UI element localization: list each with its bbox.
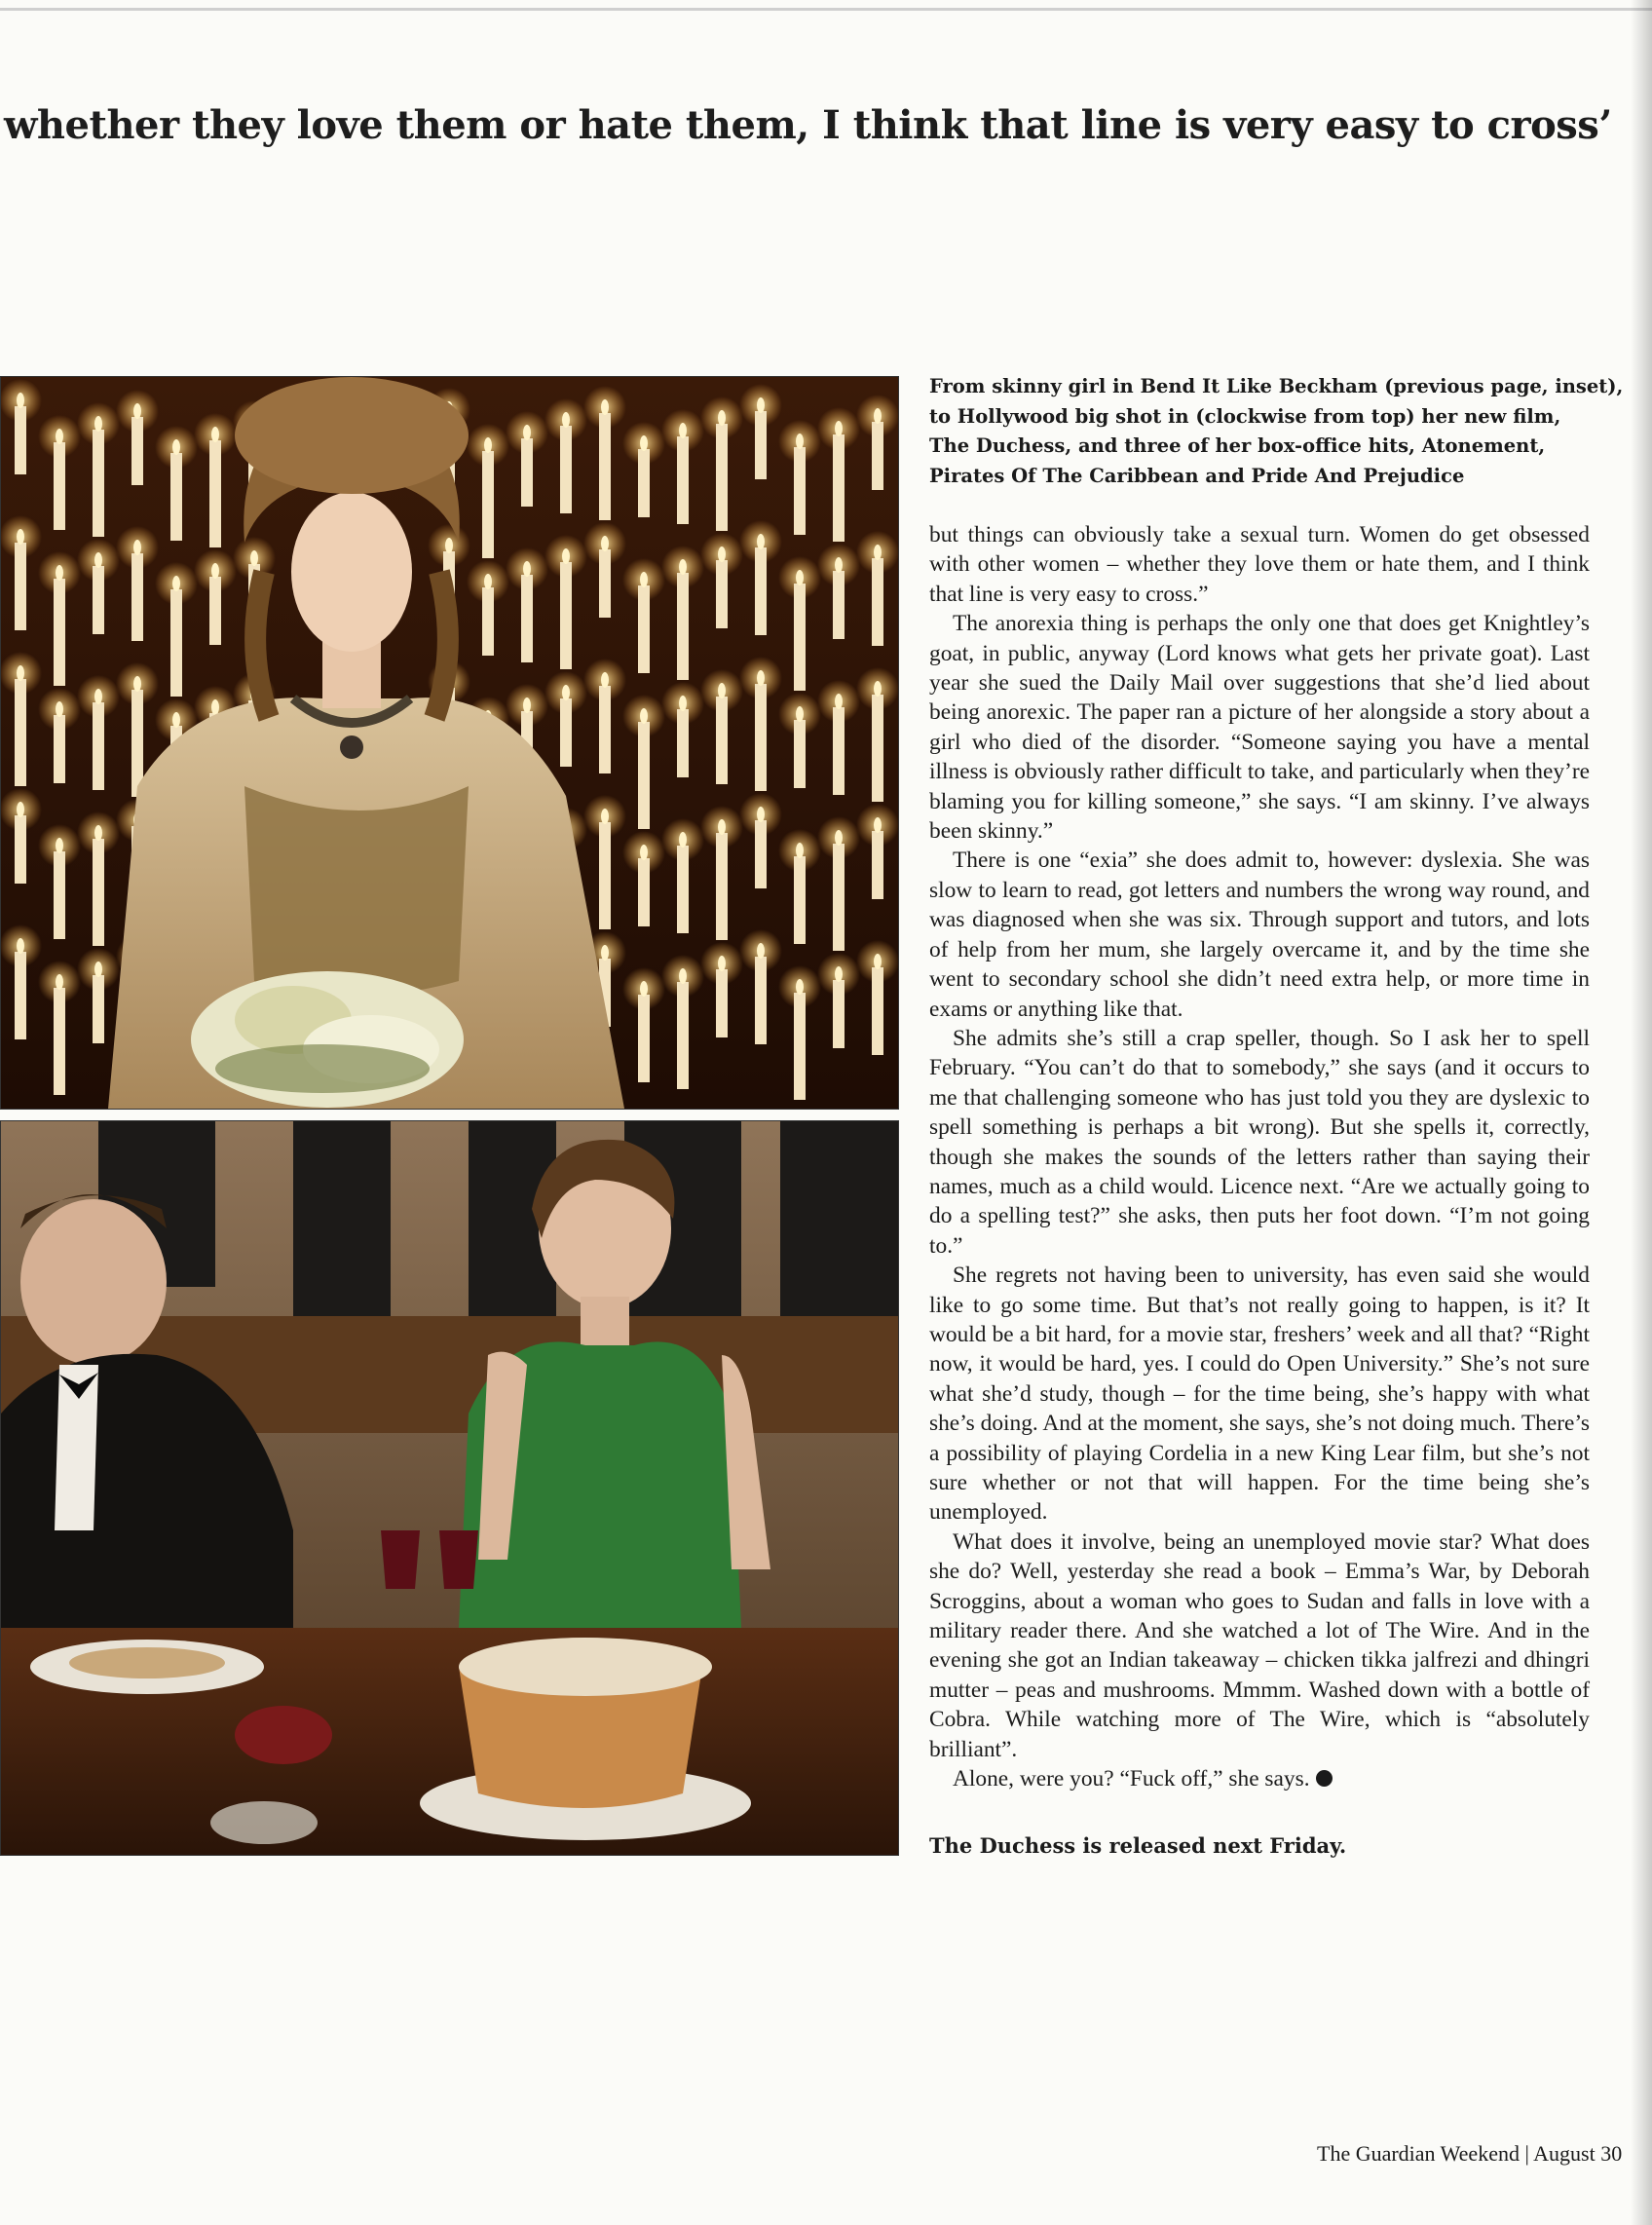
duchess-illustration (1, 377, 898, 1109)
article-paragraph: What does it involve, being an unemployed movie star? What does she do? Well, yesterday she read a book – Emma’s War, by Deborah Scroggins, about a woman who goes to Sudan and falls in love with a military reader there. And she watched a lot of The Wire. And in the evening she got an Indian takeaway – chicken tikka jalfrezi and dhingri mutter – peas and mushrooms. Mmmm. Washed down with a bottle of Cobra. While watching more of The Wire, which is “absolutely brilliant”. (929, 1528, 1590, 1762)
article-last-paragraph (929, 1764, 1590, 1793)
photo-the-duchess (0, 376, 899, 1110)
photo-caption (929, 372, 1624, 491)
article-body (929, 520, 1590, 1793)
article-paragraph: The anorexia thing is perhaps the only one that does get Knightley’s goat, in public, anyway (Lord knows what gets her private goat). Last year she sued the Daily Mail over suggestions that she’d lied about being anorexic. The paper ran a picture of her alongside a story about a girl who died of the disorder. “Someone saying you have a mental illness is obviously rather difficult to take, and particularly when they’re blaming you for killing someone,” she says. “I am skinny. I’ve always been skinny.” (929, 611, 1590, 845)
caption-line: The Duchess, and three of her box-office hits, Atonement, (929, 434, 1546, 458)
article-paragraph: She admits she’s still a crap speller, though. So I ask her to spell February. “You can’t do that to somebody,” she says (and it occurs to me that challenging someone who has just told you they are dyslexic to spell something is perhaps a bit wrong). But she spells it, correctly, though she makes the sounds of the letters rather than saying their names, much as a child would. Licence next. “Are we actually going to do a spelling test?” she asks, then puts her foot down. “I’m not going to.” (929, 1025, 1590, 1259)
caption-line: From skinny girl in Bend It Like Beckham (previous page, inset), (929, 375, 1624, 397)
atonement-illustration (1, 1121, 898, 1855)
last-paragraph-text: Alone, were you? “Fuck off,” she says. (953, 1766, 1310, 1792)
page-edge-shadow (1631, 0, 1652, 2225)
article-paragraph: She regrets not having been to university, has even said she would like to go some time. But that’s not really going to happen, is it? It would be a bit hard, for a movie star, freshers’ week and all that? “Right now, it would be hard, yes. I could do Open University.” She’s not sure what she’d study, though – for the time being, she’s happy with what she’s doing. And at the moment, she says, she’s not doing much. There’s a possibility of playing Cordelia in a new King Lear film, but she’s not sure whether or not that will happen. For the time being she’s unemployed. (929, 1263, 1590, 1526)
caption-line: to Hollywood big shot in (clockwise from top) her new film, (929, 404, 1561, 428)
photo-atonement (0, 1120, 899, 1856)
article-paragraph: There is one “exia” she does admit to, however: dyslexia. She was slow to learn to read, got letters and numbers the wrong way round, and was diagnosed when she was six. Through support and tutors, and lots of help from her mum, she largely overcame it, and by the time she went to secondary school she didn’t need extra help, or more time in exams or anything like that. (929, 848, 1590, 1022)
article-paragraph: but things can obviously take a sexual turn. Women do get obsessed with other women – whether they love them or hate them, and I think that line is very easy to cross.” (929, 522, 1590, 607)
end-mark-icon (1316, 1770, 1333, 1787)
page-footer: The Guardian Weekend | August 30 (1317, 2141, 1623, 2166)
caption-line: Pirates Of The Caribbean and Pride And Prejudice (929, 464, 1465, 487)
pull-quote-headline: whether they love them or hate them, I think that line is very easy to cross’ (4, 102, 1612, 148)
release-note: The Duchess is released next Friday. (929, 1833, 1347, 1858)
top-rule (0, 8, 1652, 11)
